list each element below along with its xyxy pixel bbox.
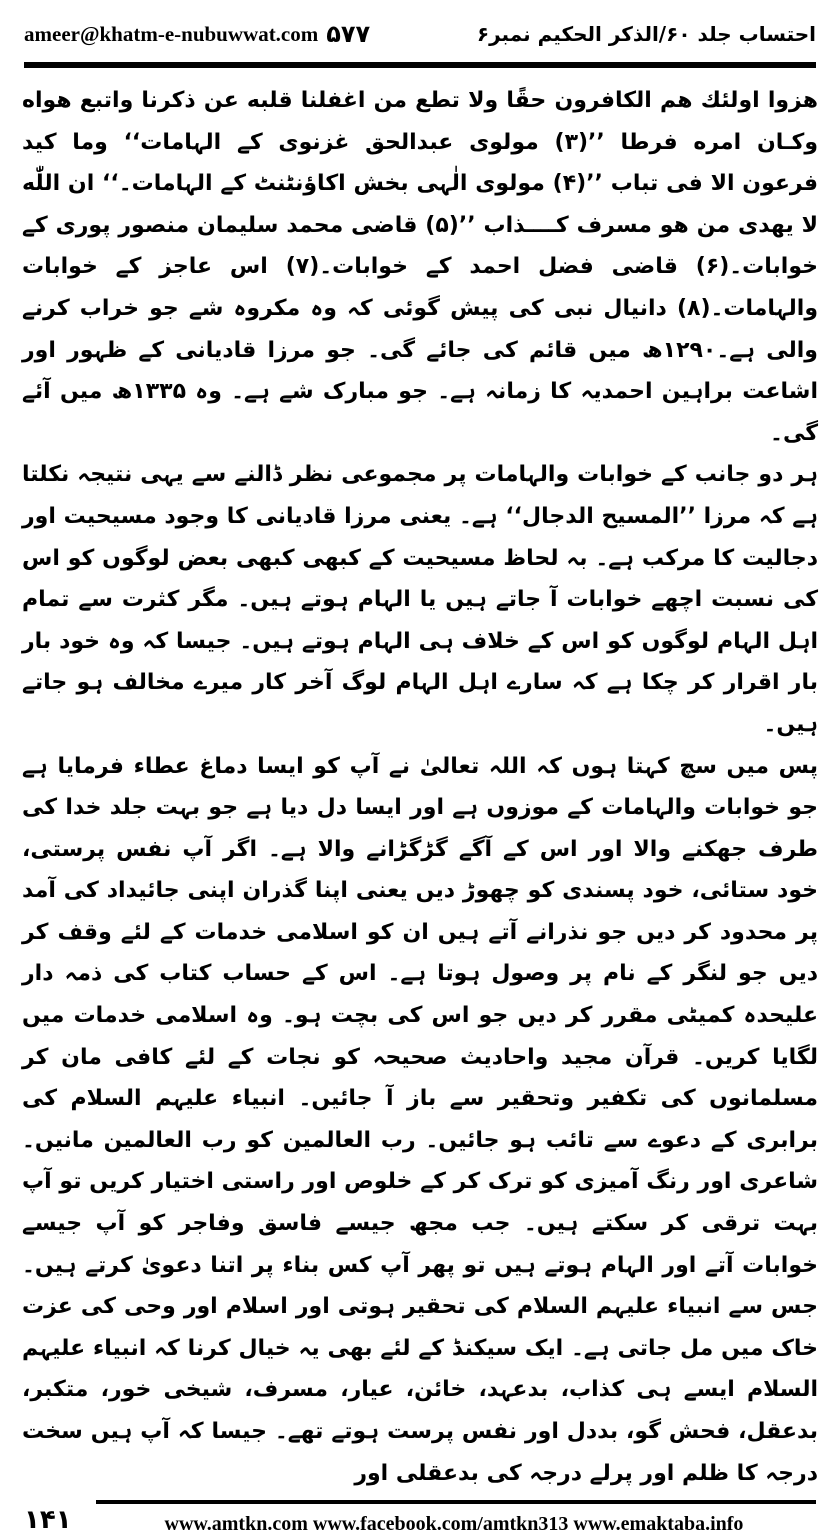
footer-page-number: ۱۴۱ — [24, 1505, 72, 1535]
footer-urls: www.amtkn.com www.facebook.com/amtkn313 www.emaktaba.info — [164, 1512, 744, 1535]
header-left — [24, 20, 370, 48]
paragraph-2: ہر دو جانب کے خوابات والہامات پر مجموعی نظر ڈالنے سے یہی نتیجہ نکلتا ہے کہ مرزا ’’المسیح الدجال‘‘ ہے۔ یعنی مرزا قادیانی کا وجود مسیحیت اور دجالیت کا مرکب ہے۔ بہ لحاظ مسیحیت کے کبھی کبھی بعض لوگوں کو اس کی نسبت اچھے خوابات آ جاتے ہیں یا الہام ہوتے ہیں۔ مگر کثرت سے تمام اہل الہام لوگوں کو اس کے خلاف ہی الہام ہوتے ہیں۔ جیسا کہ وہ خود بار بار اقرار کر چکا ہے کہ سارے اہل الہام لوگ آخر کار میرے مخالف ہو جاتے ہیں۔ — [22, 462, 818, 737]
header-page-number: ۵۷۷ — [326, 20, 371, 48]
page-body — [22, 80, 819, 1486]
header-title: احتساب جلد ۶۰/الذکر الحکیم نمبر۶ — [476, 22, 816, 46]
page-footer — [24, 1500, 816, 1540]
header-email: ameer@khatm-e-nubuwwat.com — [24, 21, 319, 46]
header-rule — [24, 62, 816, 68]
paragraph-1: ھزوا اولئك ھم الكافرون حقًا ولا تطع من اغفلنا قلبه عن ذكرنا واتبع ھواه وكـان امره فرطا ’’(۳) مولوی عبدالحق غزنوی کے الہامات‘‘ وما كيد فرعون الا فی تباب ’’(۴) مولوی الٰہی بخش اکاؤنٹنٹ کے الہامات۔‘‘ ان اللّٰه لا يھدی من ھو مسرف كــــذاب ’’(۵) قاضی محمد سلیمان منصور پوری کے خوابات۔(۶) قاضی فضل احمد کے خوابات۔(۷) اس عاجز کے خوابات والہامات۔(۸) دانیال نبی کی پیش گوئی کہ وہ مکروہ شے جو خراب کرنے والی ہے۔۱۲۹۰ھ میں قائم کی جائے گی۔ جو مرزا قادیانی کے ظہور اور اشاعت براہین احمدیہ کا زمانہ ہے۔ جو مبارک شے ہے۔ وہ ۱۳۳۵ھ میں آئے گی۔ — [22, 88, 819, 446]
page-header — [24, 14, 816, 54]
paragraph-3: پس میں سچ کہتا ہوں کہ اللہ تعالیٰ نے آپ کو ایسا دماغ عطاء فرمایا ہے جو خوابات والہامات کے موزوں ہے اور ایسا دل دیا ہے جو بہت جلد خدا کی طرف جھکنے والا اور اس کے آگے گڑگڑانے والا ہے۔ اگر آپ نفس پرستی، خود ستائی، خود پسندی کو چھوڑ دیں یعنی اپنا گذران اپنی جائیداد کی آمد پر محدود کر دیں جو نذرانے آتے ہیں ان کو اسلامی خدمات کے لئے وقف کر دیں جو لنگر کے نام پر وصول ہوتا ہے۔ اس کے حساب کتاب کی ذمہ دار علیحدہ کمیٹی مقرر کر دیں جو اس کی بچت ہو۔ وہ اسلامی خدمات میں لگایا کریں۔ قرآن مجید واحادیث صحیحہ کو نجات کے لئے کافی مان کر مسلمانوں کی تکفیر وتحقیر سے باز آ جائیں۔ انبیاء علیہم السلام کی برابری کے دعوے سے تائب ہو جائیں۔ رب العالمین کو رب العالمین مانیں۔ شاعری اور رنگ آمیزی کو ترک کر کے خلوص اور راستی اختیار کریں تو آپ بہت ترقی کر سکتے ہیں۔ جب مجھ جیسے فاسق وفاجر کو آپ جیسے خوابات آتے اور الہام ہوتے ہیں تو پھر آپ کس بناء پر اتنا دعویٰ کرتے ہیں۔ جس سے انبیاء علیہم السلام کی تحقیر ہوتی اور اسلام اور وحی کی عزت خاک میں مل جاتی ہے۔ ایک سیکنڈ کے لئے بھی یہ خیال کرنا کہ انبیاء علیہم السلام ایسے ہی کذاب، بدعہد، خائن، عیار، مسرف، شیخی خور، متکبر، بدعقل، فحش گو، بددل اور نفس پرست ہوتے تھے۔ جیسا کہ آپ ہیں سخت درجہ کا ظلم اور پرلے درجہ کی بدعقلی اور — [22, 753, 818, 1486]
